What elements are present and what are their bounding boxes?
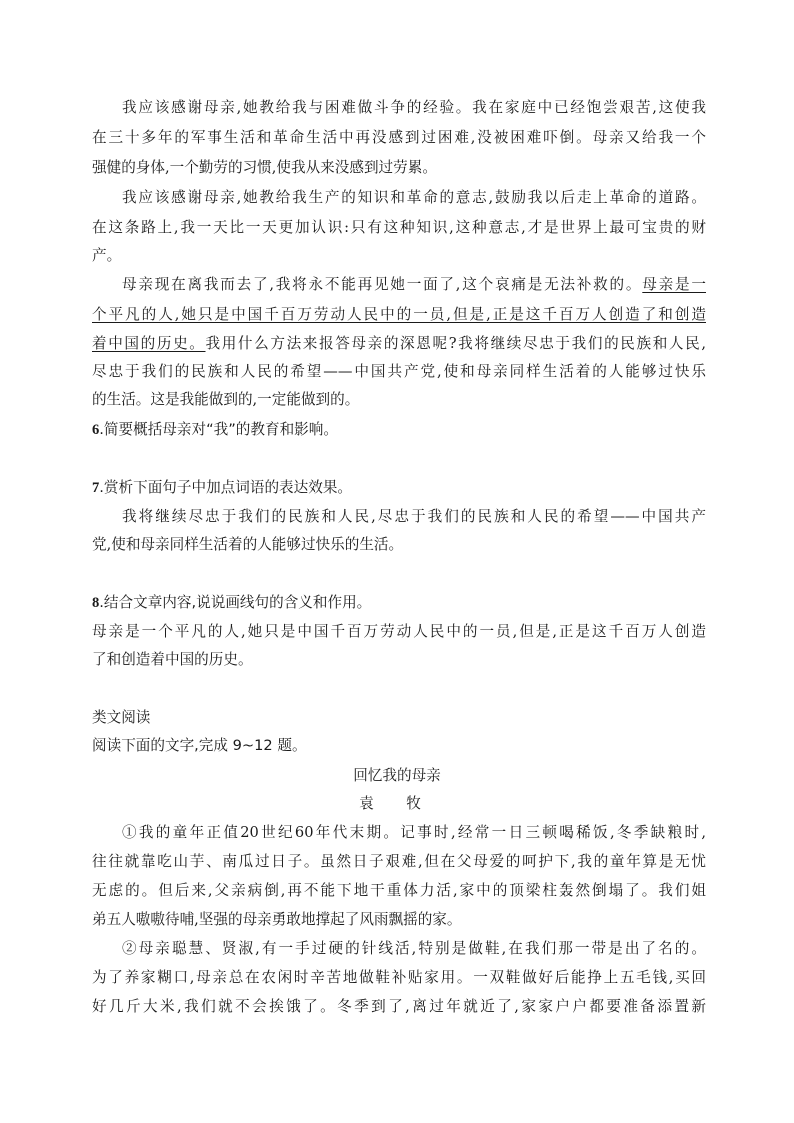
question-number: 6 <box>92 422 100 438</box>
underlined-sentence: 个平凡的人,她只是中国千百万劳动人民中的一员,但是,正是这千百万人创造了和创造 <box>92 306 706 323</box>
article-line: 往往就靠吃山芋、南瓜过日子。虽然日子艰难,但在父母爱的呵护下,我的童年算是无忧 <box>92 853 706 870</box>
underlined-sentence: 母亲是一 <box>642 276 706 293</box>
question-text: .结合文章内容,说说画线句的含义和作用。 <box>99 594 372 611</box>
question-number: 7 <box>92 480 100 496</box>
passage-line: 我应该感谢母亲,她教给我生产的知识和革命的意志,鼓励我以后走上革命的道路。 <box>122 189 706 206</box>
question-number: 8 <box>92 595 100 611</box>
passage-line: 的生活。这是我能做到的,一定能做到的。 <box>92 391 360 408</box>
section-heading: 类文阅读 <box>92 709 151 726</box>
passage-line: 尽忠于我们的民族和人民的希望——中国共产党,使和母亲同样生活着的人能够过快乐 <box>92 363 706 380</box>
section-instruction: 阅读下面的文字,完成 9~12 题。 <box>92 737 307 754</box>
passage-line: 在三十多年的军事生活和革命生活中再没感到过困难,没被困难吓倒。母亲又给我一个 <box>92 129 706 146</box>
question-7 <box>92 478 706 498</box>
quote-line: 了和创造着中国的历史。 <box>92 651 253 668</box>
underlined-sentence: 着中国的历史。 <box>92 335 206 352</box>
question-text: .赏析下面句子中加点词语的表达效果。 <box>99 479 353 496</box>
question-6 <box>92 420 706 440</box>
article-title: 回忆我的母亲 <box>353 767 441 784</box>
article-line: ②母亲聪慧、贤淑,有一手过硬的针线活,特别是做鞋,在我们那一带是出了名的。 <box>122 940 706 957</box>
question-text: .简要概括母亲对“我”的教育和影响。 <box>99 421 338 438</box>
article-line: 弟五人嗷嗷待哺,坚强的母亲勇敢地撑起了风雨飘摇的家。 <box>92 911 462 928</box>
quote-line: 母亲是一个平凡的人,她只是中国千百万劳动人民中的一员,但是,正是这千百万人创造 <box>92 623 706 640</box>
passage-text: 我用什么方法来报答母亲的深恩呢?我将继续尽忠于我们的民族和人民, <box>205 335 706 352</box>
passage-line: 我应该感谢母亲,她教给我与困难做斗争的经验。我在家庭中已经饱尝艰苦,这使我 <box>122 99 706 116</box>
passage-line <box>122 275 706 295</box>
quote-line: 党,使和母亲同样生活着的人能够过快乐的生活。 <box>92 536 404 553</box>
article-author: 袁 牧 <box>359 795 435 812</box>
passage-line: 产。 <box>92 247 122 264</box>
passage-line: 在这条路上,我一天比一天更加认识:只有这种知识,这种意志,才是世界上最可宝贵的财 <box>92 219 706 236</box>
passage-text: 母亲现在离我而去了,我将永不能再见她一面了,这个哀痛是无法补救的。 <box>122 276 643 293</box>
passage-line: 强健的身体,一个勤劳的习惯,使我从来没感到过劳累。 <box>92 159 437 176</box>
quote-line: 我将继续尽忠于我们的民族和人民,尽忠于我们的民族和人民的希望——中国共产 <box>122 508 706 525</box>
article-line: 为了养家糊口,母亲总在农闲时辛苦地做鞋补贴家用。一双鞋做好后能挣上五毛钱,买回 <box>92 969 706 986</box>
article-line: ①我的童年正值20世纪60年代末期。记事时,经常一日三顿喝稀饭,冬季缺粮时, <box>122 824 706 841</box>
question-8 <box>92 593 706 613</box>
passage-line <box>92 334 706 354</box>
article-line: 无虑的。但后来,父亲病倒,再不能下地干重体力活,家中的顶梁柱轰然倒塌了。我们姐 <box>92 882 706 899</box>
article-line: 好几斤大米,我们就不会挨饿了。冬季到了,离过年就近了,家家户户都要准备添置新 <box>92 998 706 1015</box>
